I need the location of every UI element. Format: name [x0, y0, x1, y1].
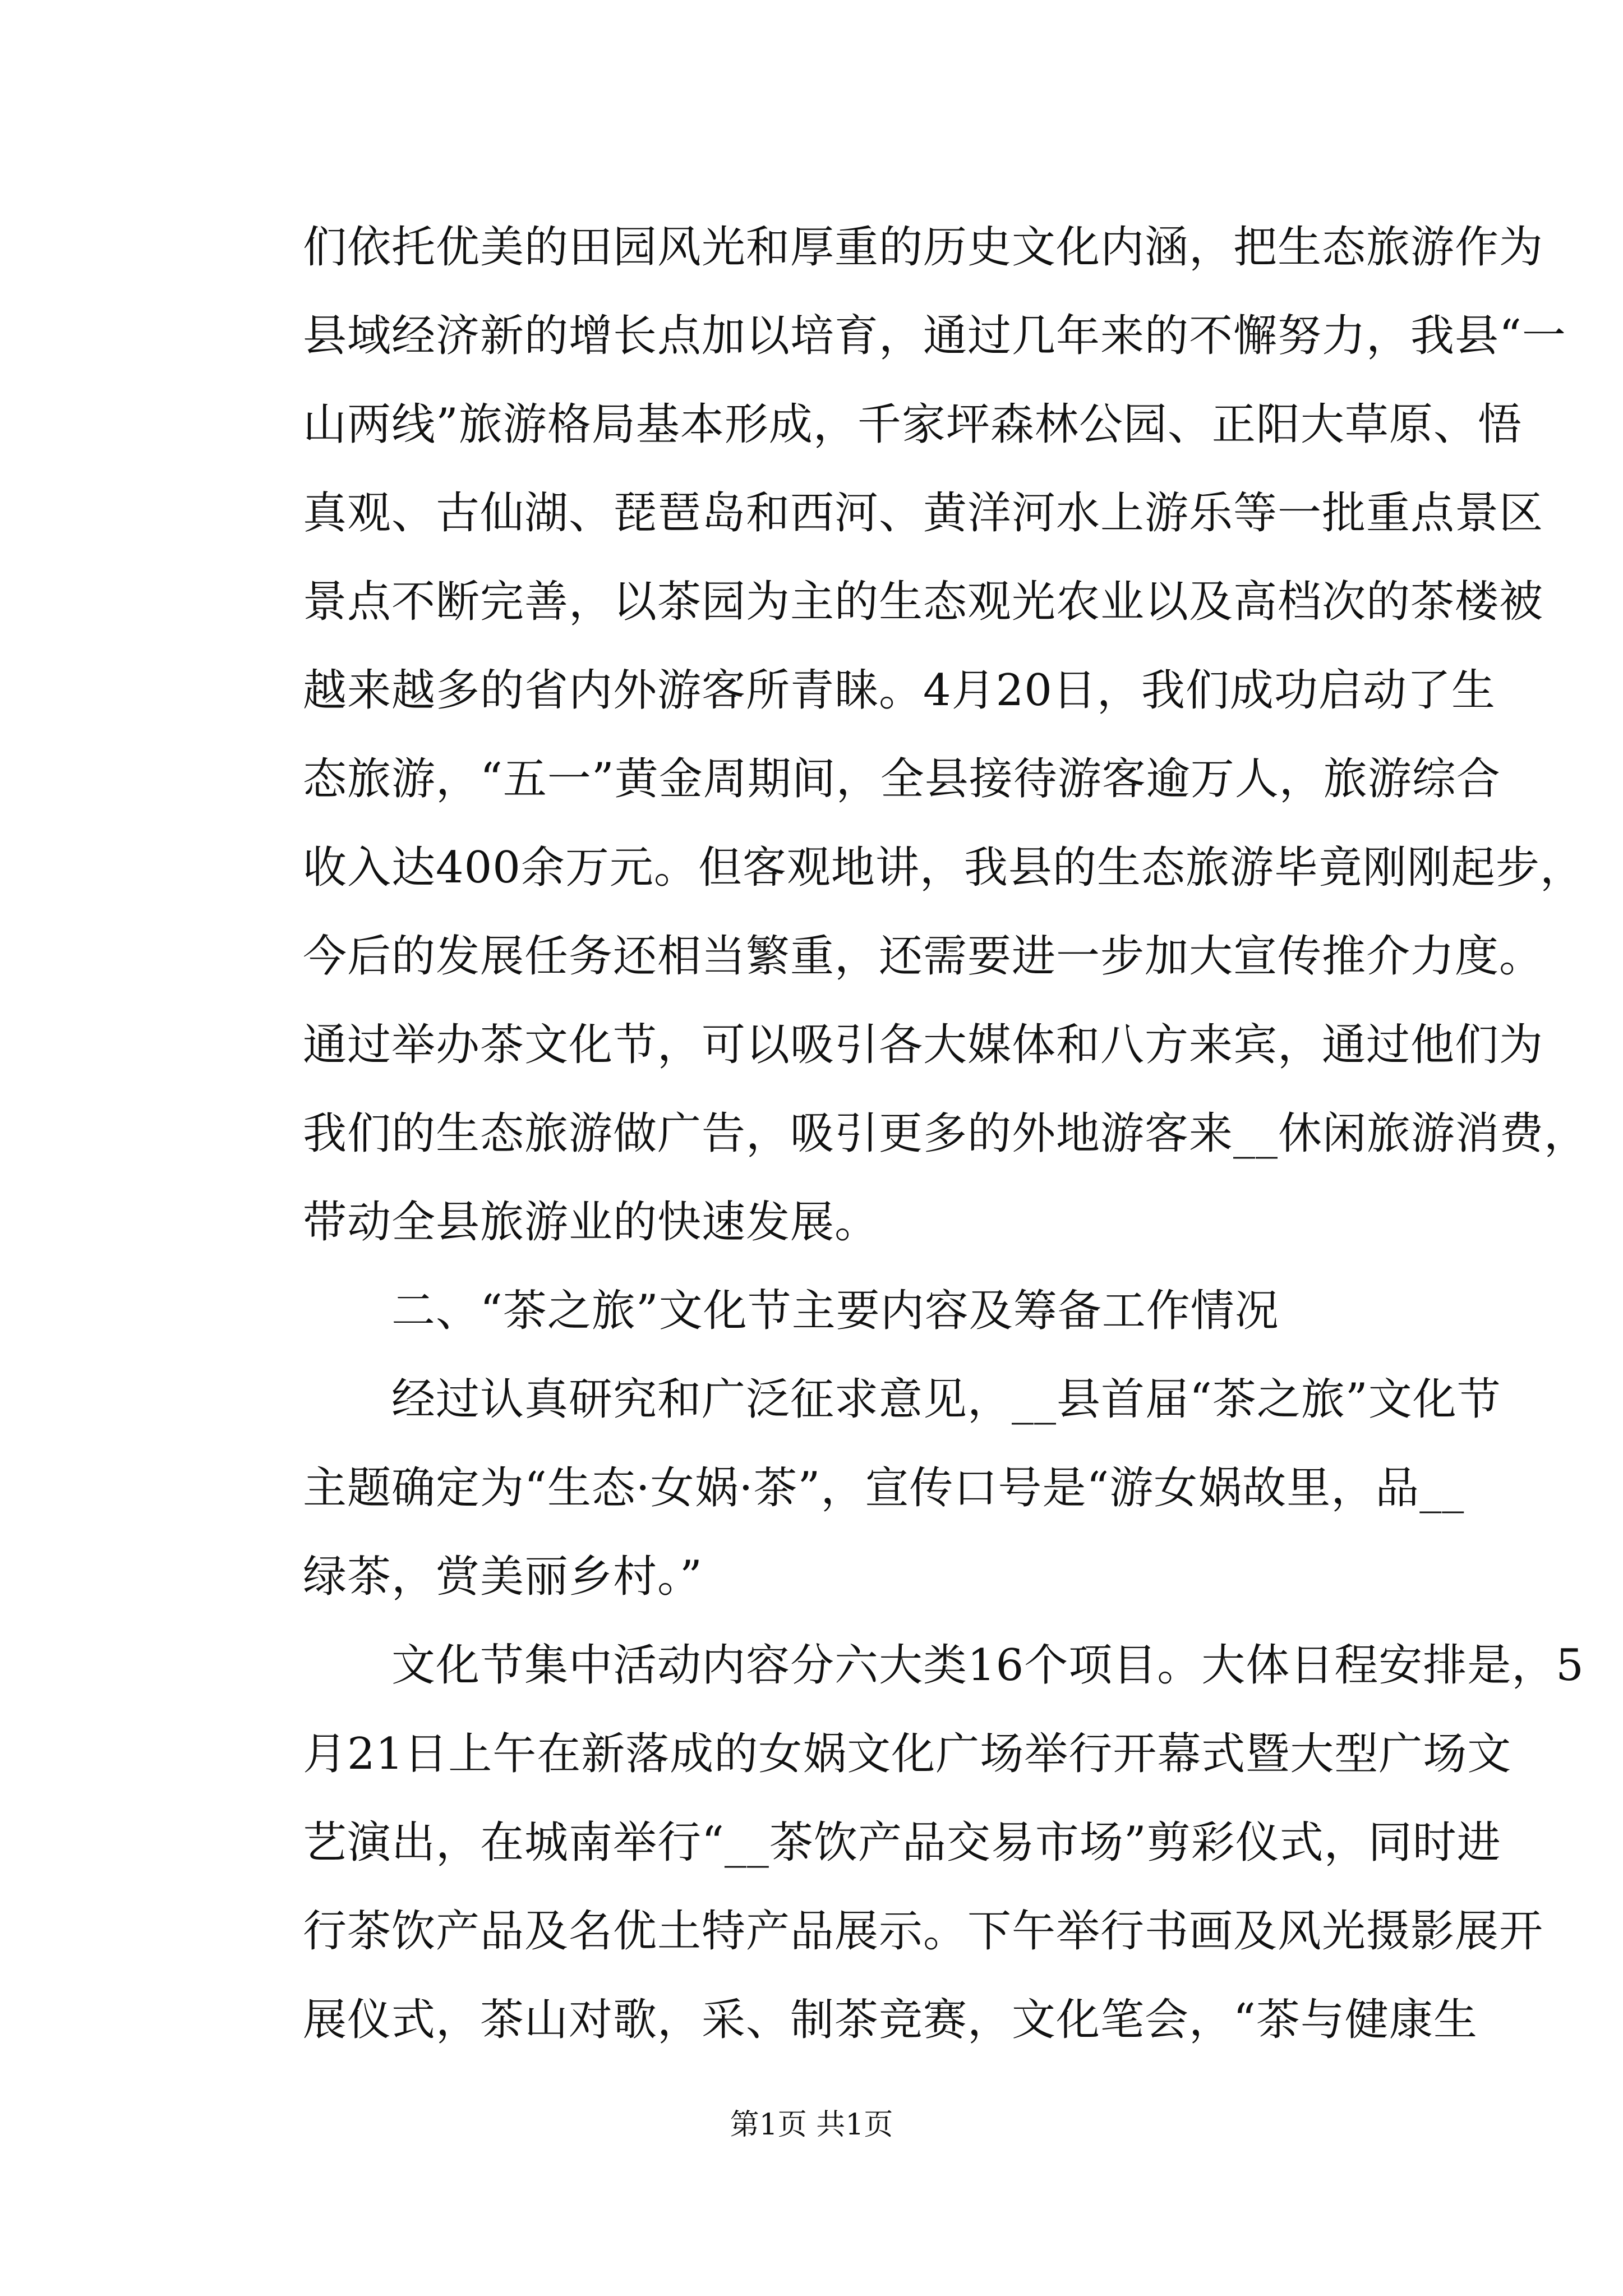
- text-line: 县域经济新的增长点加以培育，通过几年来的不懈努力，我县“一: [303, 311, 1566, 361]
- text-line: 真观、古仙湖、琵琶岛和西河、黄洋河水上游乐等一批重点景区: [303, 488, 1544, 539]
- page-footer: 第1页 共1页: [730, 2108, 893, 2142]
- text-line: 收入达400余万元。但客观地讲，我县的生态旅游毕竟刚刚起步，: [303, 843, 1584, 893]
- text-line: 主题确定为“生态·女娲·茶”，宣传口号是“游女娲故里，品__: [303, 1463, 1465, 1513]
- section-heading: 二、“茶之旅”文化节主要内容及筹备工作情况: [303, 1286, 1279, 1336]
- text-line: 文化节集中活动内容分六大类16个项目。大体日程安排是，5: [303, 1640, 1584, 1691]
- text-line: 景点不断完善，以茶园为主的生态观光农业以及高档次的茶楼被: [303, 577, 1544, 627]
- text-line: 态旅游，“五一”黄金周期间，全县接待游客逾万人，旅游综合: [303, 754, 1501, 804]
- text-line: 绿茶，赏美丽乡村。”: [303, 1552, 703, 1602]
- text-line: 越来越多的省内外游客所青睐。4月20日，我们成功启动了生: [303, 665, 1496, 716]
- text-line: 我们的生态旅游做广告，吸引更多的外地游客来__休闲旅游消费，: [303, 1108, 1589, 1159]
- text-line: 们依托优美的田园风光和厚重的历史文化内涵，把生态旅游作为: [303, 222, 1544, 273]
- text-line: 艺演出，在城南举行“__茶饮产品交易市场”剪彩仪式，同时进: [303, 1818, 1501, 1868]
- text-line: 行茶饮产品及名优土特产品展示。下午举行书画及风光摄影展开: [303, 1906, 1544, 1957]
- text-line: 通过举办茶文化节，可以吸引各大媒体和八方来宾，通过他们为: [303, 1020, 1544, 1070]
- text-line: 月21日上午在新落成的女娲文化广场举行开幕式暨大型广场文: [303, 1729, 1512, 1779]
- text-line: 山两线”旅游格局基本形成，千家坪森林公园、正阳大草原、悟: [303, 399, 1522, 450]
- document-body: [303, 203, 1589, 2064]
- text-line: 经过认真研究和广泛征求意见，__县首届“茶之旅”文化节: [303, 1374, 1501, 1425]
- text-line: 今后的发展任务还相当繁重，还需要进一步加大宣传推介力度。: [303, 931, 1544, 982]
- text-line: 展仪式，茶山对歌，采、制茶竞赛，文化笔会，“茶与健康生: [303, 1995, 1478, 2045]
- text-line: 带动全县旅游业的快速发展。: [303, 1197, 879, 1248]
